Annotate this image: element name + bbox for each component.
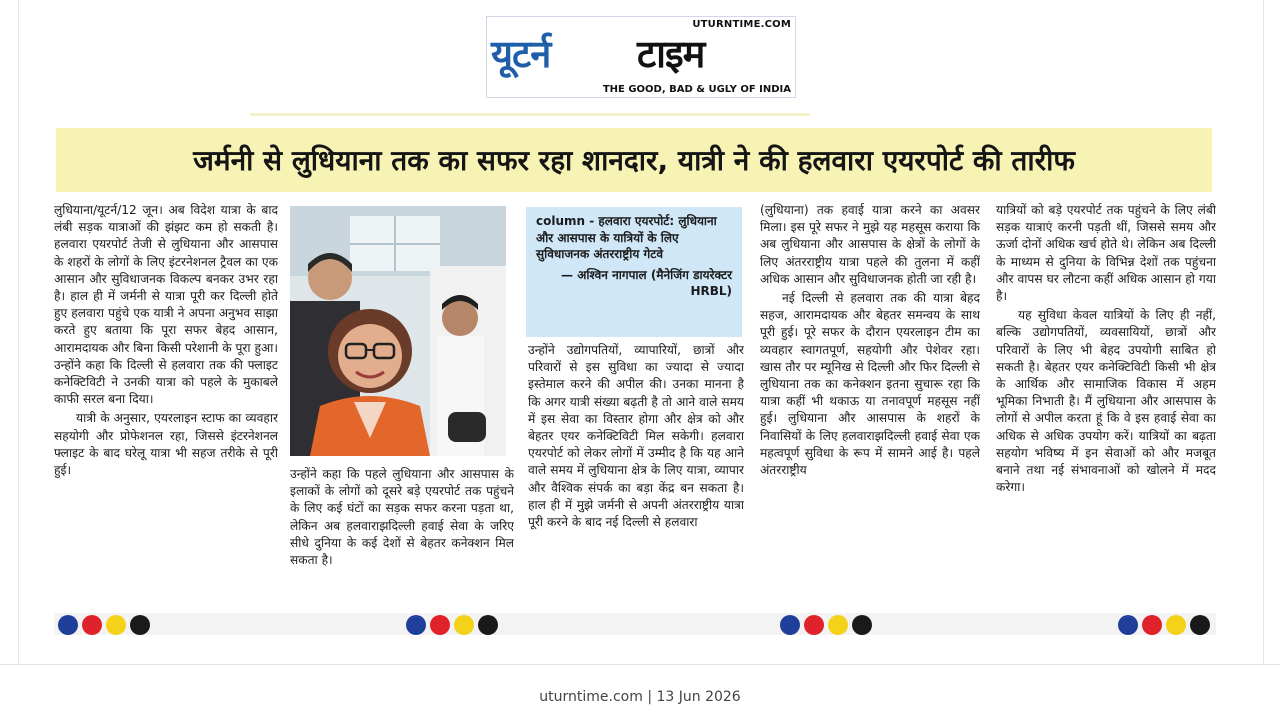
article-column-1 bbox=[54, 202, 278, 608]
masthead-logo bbox=[486, 16, 796, 98]
color-dot bbox=[130, 615, 150, 635]
color-dots-group bbox=[406, 615, 498, 635]
article-column-2 bbox=[290, 466, 514, 608]
paragraph: यात्री के अनुसार, एयरलाइन स्टाफ का व्यवहार सहयोगी और प्रोफेशनल रहा, जिससे इंटरनेशनल फ्लाइट के बाद घरेलू यात्रा भी सहज तरीके से पूरी हुई। bbox=[54, 411, 278, 478]
paragraph: नई दिल्ली से हलवारा तक की यात्रा बेहद सहज, आरामदायक और बेहतर समन्वय के साथ पूरी हुई। पूरे सफर के दौरान एयरलाइन टीम का व्यवहार स्वागतपूर्ण, सहयोगी और पेशेवर रहा। खास तौर पर म्यूनिख से दिल्ली और फिर दिल्ली से लुधियाना तक का कनेक्शन इतना सुचारू रहा कि यात्रा कहीं भी थकाऊ या तनावपूर्ण महसूस नहीं हुई। लुधियाना और आसपास के शहरों के निवासियों के लिए हलवाराझदिल्ली हवाई सेवा एक महत्वपूर्ण सुविधा के रूप में सामने आई है। पहले अंतरराष्ट्रीय bbox=[760, 291, 980, 478]
article-column-5 bbox=[996, 202, 1216, 608]
color-dot bbox=[106, 615, 126, 635]
color-dot bbox=[478, 615, 498, 635]
divider bbox=[0, 664, 1280, 665]
masthead-logo-left: यूटर्न bbox=[491, 32, 551, 76]
color-dot bbox=[804, 615, 824, 635]
paragraph: लुधियाना/यूटर्न/12 जून। अब विदेश यात्रा के बाद लंबी सड़क यात्राओं की झंझट कम हो सकती है। हलवारा एयरपोर्ट तेजी से लुधियाना और आसपास के शहरों के लोगों के लिए इंटरनेशनल ट्रैवल का एक आसान और सुविधाजनक विकल्प बनकर उभर रहा है। हाल ही में जर्मनी से यात्रा पूरी कर दिल्ली होते हुए हलवारा पहुंचे एक यात्री ने अपना अनुभव साझा करते हुए बताया कि पूरा सफर बेहद आसान, आरामदायक और बिना किसी परेशानी के पूरा हुआ। उन्होंने कहा कि दिल्ली से हलवारा तक की फ्लाइट कनेक्टिविटी ने उनकी यात्रा को पहले के मुकाबले काफी सरल बना दिया। bbox=[54, 203, 278, 407]
footer-caption: uturntime.com | 13 Jun 2026 bbox=[539, 689, 741, 705]
paragraph: उन्होंने उद्योगपतियों, व्यापारियों, छात्रों और परिवारों से इस सुविधा का ज्यादा से ज्यादा इस्तेमाल करने की अपील की। उनका मानना है कि अगर यात्री संख्या बढ़ती है तो आने वाले समय में इस सेवा का विस्तार होगा और क्षेत्र को और बेहतर एयर कनेक्टिविटी मिल सकेगी। हलवारा एयरपोर्ट को लेकर लोगों में उम्मीद है कि यह आने वाले समय में लुधियाना क्षेत्र के लिए यात्रा, व्यापार और वैश्विक संपर्क का बड़ा केंद्र बन सकता है। हाल ही में मुझे जर्मनी से अपनी अंतरराष्ट्रीय यात्रा पूरी करने के बाद नई दिल्ली से हलवारा bbox=[528, 343, 744, 530]
article-headline: जर्मनी से लुधियाना तक का सफर रहा शानदार, यात्री ने की हलवारा एयरपोर्ट की तारीफ bbox=[56, 128, 1212, 192]
article-photo bbox=[290, 206, 506, 456]
masthead-logo-right: टाइम bbox=[637, 32, 705, 76]
pull-quote-author: — अश्विन नागपाल (मैनेजिंग डायरेक्टर HRBL) bbox=[561, 267, 732, 298]
color-dot bbox=[1118, 615, 1138, 635]
color-dot bbox=[1142, 615, 1162, 635]
masthead-tagline: THE GOOD, BAD & UGLY OF INDIA bbox=[602, 84, 791, 95]
color-dot bbox=[454, 615, 474, 635]
color-dot bbox=[828, 615, 848, 635]
pull-quote-text: column - हलवारा एयरपोर्ट: लुधियाना और आसपास के यात्रियों के लिए सुविधाजनक अंतरराष्ट्रीय गेटवे bbox=[536, 214, 717, 261]
color-dot bbox=[852, 615, 872, 635]
color-dot bbox=[82, 615, 102, 635]
paragraph: उन्होंने कहा कि पहले लुधियाना और आसपास के इलाकों के लोगों को दूसरे बड़े एयरपोर्ट तक पहुंचने के लिए कई घंटों का सड़क सफर करना पड़ता था, लेकिन अब हलवाराझदिल्ली हवाई सेवा के जरिए सीधे दुनिया के कई देशों से बेहतर कनेक्शन मिल सकता है। bbox=[290, 467, 514, 568]
photo-illustration bbox=[290, 206, 506, 456]
article-column-3 bbox=[528, 342, 744, 608]
color-dot bbox=[1190, 615, 1210, 635]
article-column-4 bbox=[760, 202, 980, 608]
color-dots-group bbox=[58, 615, 150, 635]
pull-quote-box bbox=[526, 207, 742, 337]
footer-dots-bar bbox=[54, 613, 1216, 635]
color-dots-group bbox=[780, 615, 872, 635]
color-dot bbox=[1166, 615, 1186, 635]
color-dot bbox=[58, 615, 78, 635]
divider bbox=[250, 113, 810, 116]
color-dot bbox=[780, 615, 800, 635]
paragraph: यह सुविधा केवल यात्रियों के लिए ही नहीं, बल्कि उद्योगपतियों, व्यवसायियों, छात्रों और परिवारों के लिए भी बेहद उपयोगी साबित हो सकती है। बेहतर एयर कनेक्टिविटी किसी भी क्षेत्र के आर्थिक और सामाजिक विकास में अहम भूमिका निभाती है। मैं लुधियाना और आसपास के लोगों से अपील करता हूं कि वे इस हवाई सेवा का अधिक से अधिक उपयोग करें। यात्रियों का बढ़ता सहयोग भविष्य में इन सेवाओं को और मजबूत बनाने तथा नई संभावनाओं को खोलने में मदद करेगा। bbox=[996, 308, 1216, 495]
paragraph: (लुधियाना) तक हवाई यात्रा करने का अवसर मिला। इस पूरे सफर ने मुझे यह महसूस कराया कि अब लुधियाना और आसपास के क्षेत्रों के लोगों के लिए अंतरराष्ट्रीय यात्रा पहले की तुलना में कहीं अधिक आसान और सुविधाजनक होती जा रही है। bbox=[760, 203, 980, 286]
paragraph: यात्रियों को बड़े एयरपोर्ट तक पहुंचने के लिए लंबी सड़क यात्राएं करनी पड़ती थीं, जिससे समय और ऊर्जा दोनों अधिक खर्च होते थे। लेकिन अब दिल्ली के माध्यम से दुनिया के विभिन्न देशों तक पहुंचना और वापस घर लौटना कहीं अधिक आसान हो गया है। bbox=[996, 203, 1216, 304]
color-dot bbox=[406, 615, 426, 635]
color-dot bbox=[430, 615, 450, 635]
color-dots-group bbox=[1118, 615, 1210, 635]
masthead-site: UTURNTIME.COM bbox=[692, 19, 791, 30]
